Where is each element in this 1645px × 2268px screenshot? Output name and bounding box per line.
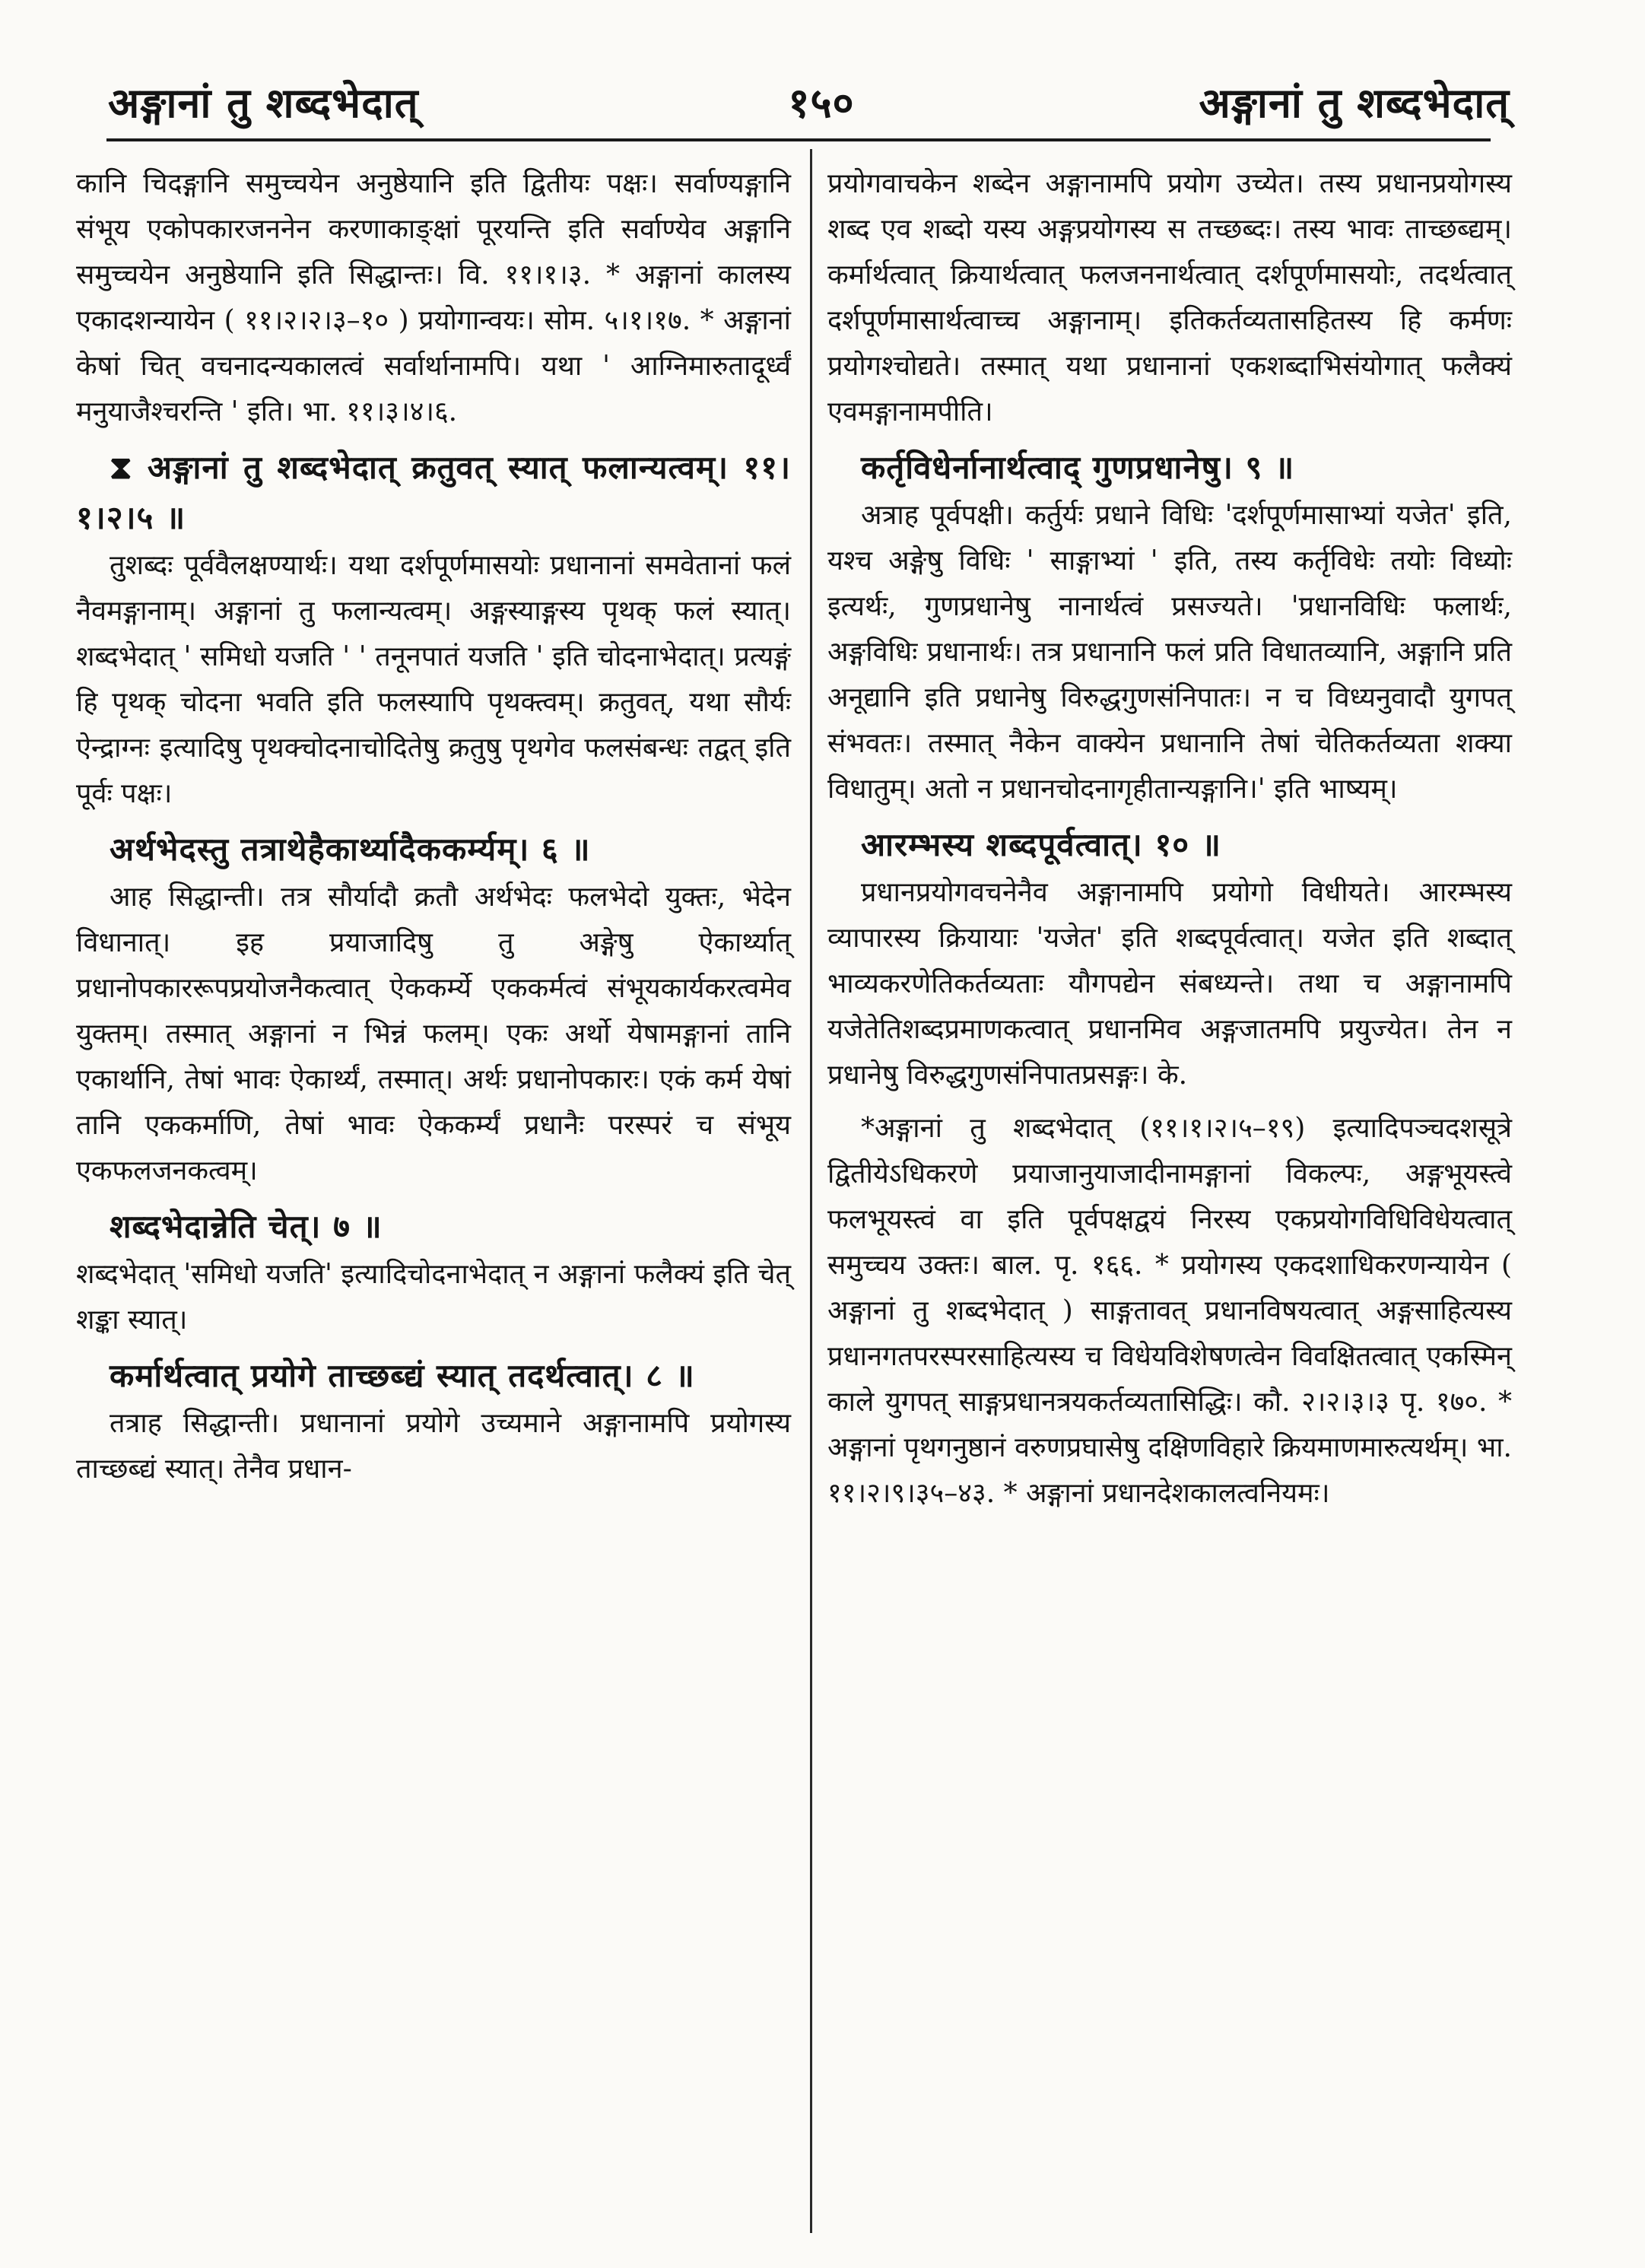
header-rule xyxy=(106,138,1491,141)
paragraph-text: तत्राह सिद्धान्ती। प्रधानानां प्रयोगे उच्यमाने अङ्गानामपि प्रयोगस्य ताच्छब्द्यं स्यात्। तेनैव प्रधान- xyxy=(76,1408,791,1485)
footnote-text: *अङ्गानां तु शब्दभेदात् (११।१।२।५–१९) इत्यादिपञ्चदशसूत्रे द्वितीयेऽधिकरणे प्रयाजानुयाजादीनामङ्गानां विकल्पः, अङ्गभूयस्त्वे फलभूयस्त्वं वा इति पूर्वपक्षद्वयं निरस्य एकप्रयोगविधिविधेयत्वात् समुच्चय उक्तः। बाल. पृ. १६६. * प्रयोगस्य एकदशाधिकरणन्यायेन ( अङ्गानां तु शब्दभेदात् ) साङ्गतावत् प्रधानविषयत्वात् अङ्गसाहित्यस्य प्रधानगतपरस्परसाहित्यस्य च विधेयविशेषणत्वेन विवक्षितत्वात् एकस्मिन् काले युगपत् साङ्गप्रधानत्रयकर्तव्यतासिद्धिः। कौ. २।२।३।३ पृ. १७०. * अङ्गानां पृथगनुष्ठानं वरुणप्रघासेषु दक्षिणविहारे क्रियमाणमारुत्यर्थम्। भा. ११।२।९।३५–४३. * अङ्गानां प्रधानदेशकालत्वनियमः। xyxy=(827,1113,1512,1509)
paragraph-text: प्रधानप्रयोगवचनेनैव अङ्गानामपि प्रयोगो विधीयते। आरम्भस्य व्यापारस्य क्रियायाः 'यजेत' इति शब्दपूर्वत्वात्। यजेत इति शब्दात् भाव्यकरणेतिकर्तव्यताः यौगपद्येन संबध्यन्ते। तथा च अङ्गानामपि यजेतेतिशब्दप्रमाणकत्वात् प्रधानमिव अङ्गजातमपि प्रयुज्येत। तेन न प्रधानेषु विरुद्धगुणसंनिपातप्रसङ्गः। के. xyxy=(827,877,1512,1091)
sutra-heading: शब्दभेदान्नेति चेत्। ७ ॥ xyxy=(110,1208,383,1245)
running-header-left: अङ्गानां तु शब्दभेदात् xyxy=(108,78,419,127)
paragraph-text: कानि चिदङ्गानि समुच्चयेन अनुष्ठेयानि इति द्वितीयः पक्षः। सर्वाण्यङ्गानि संभूय एकोपकारजननेन करणाकाङ्क्षां पूरयन्ति इति सर्वाण्येव अङ्गानि समुच्चयेन अनुष्ठेयानि इति सिद्धान्तः। वि. ११।१।३. * अङ्गानां कालस्य एकादशन्यायेन ( ११।२।२।३–१० ) प्रयोगान्वयः। सोम. ५।१।१७. * अङ्गानां केषां चित् वचनादन्यकालत्वं सर्वार्थानामपि। यथा ' आग्निमारुतादूर्ध्वं मनुयाजैश्चरन्ति ' इति। भा. ११।३।४।६. xyxy=(76,168,791,427)
paragraph-text: अत्राह पूर्वपक्षी। कर्तुर्यः प्रधाने विधिः 'दर्शपूर्णमासाभ्यां यजेत' इति, यश्च अङ्गेषु विधिः ' साङ्गाभ्यां ' इति, तस्य कर्तृविधेः तयोः विध्योः इत्यर्थः, गुणप्रधानेषु नानार्थत्वं प्रसज्यते। 'प्रधानविधिः फलार्थः, अङ्गविधिः प्रधानार्थः। तत्र प्रधानानि फलं प्रति विधातव्यानि, अङ्गानि प्रति अनूद्यानि इति प्रधानेषु विरुद्धगुणसंनिपातः। न च विध्यनुवादौ युगपत् संभवतः। तस्मात् नैकेन वाक्येन प्रधानानि तेषां चेतिकर्तव्यता शक्या विधातुम्। अतो न प्रधानचोदनागृहीतान्यङ्गानि।' इति भाष्यम्। xyxy=(827,500,1512,805)
page-number: १५० xyxy=(788,78,855,127)
paragraph-text: आह सिद्धान्ती। तत्र सौर्यादौ क्रतौ अर्थभेदः फलभेदो युक्तः, भेदेन विधानात्। इह प्रयाजादिषु तु अङ्गेषु ऐकार्थ्यात् प्रधानोपकाररूपप्रयोजनैकत्वात् ऐककर्म्ये एककर्मत्वं संभूयकार्यकरत्वमेव युक्तम्। तस्मात् अङ्गानां न भिन्नं फलम्। एकः अर्थो येषामङ्गानां तानि एकार्थानि, तेषां भावः ऐकार्थ्यं, तस्मात्। अर्थः प्रधानोपकारः। एकं कर्म येषां तानि एककर्माणि, तेषां भावः ऐककर्म्यं प्रधानैः परस्परं च संभूय एकफलजनकत्वम्। xyxy=(76,881,791,1186)
sutra-heading: आरम्भस्य शब्दपूर्वत्वात्। १० ॥ xyxy=(861,826,1221,863)
left-column xyxy=(76,161,791,1492)
column-divider xyxy=(810,149,812,2233)
sutra-heading: कर्तृविधेर्नानार्थत्वाद् गुणप्रधानेषु। ९ ॥ xyxy=(861,449,1295,486)
paragraph-text: प्रयोगवाचकेन शब्देन अङ्गानामपि प्रयोग उच्येत। तस्य प्रधानप्रयोगस्य शब्द एव शब्दो यस्य अङ्गप्रयोगस्य स तच्छब्दः। तस्य भावः ताच्छब्द्यम्। कर्मार्थत्वात् क्रियार्थत्वात् फलजननार्थत्वात् दर्शपूर्णमासयोः, तदर्थत्वात् दर्शपूर्णमासार्थत्वाच्च अङ्गानाम्। इतिकर्तव्यतासहितस्य हि कर्मणः प्रयोगश्चोद्यते। तस्मात् यथा प्रधानानां एकशब्दाभिसंयोगात् फलैक्यं एवमङ्गानामपीति। xyxy=(827,168,1512,427)
paragraph-text: शब्दभेदात् 'समिधो यजति' इत्यादिचोदनाभेदात् न अङ्गानां फलैक्यं इति चेत् शङ्का स्यात्। xyxy=(76,1259,791,1336)
sutra-heading: ⧗ अङ्गानां तु शब्दभेदात् क्रतुवत् स्यात् फलान्यत्वम्। ११।१।२।५ ॥ xyxy=(76,449,791,536)
right-column xyxy=(827,161,1512,1517)
sutra-heading: कर्मार्थत्वात् प्रयोगे ताच्छब्द्यं स्यात् तदर्थत्वात्। ८ ॥ xyxy=(110,1357,695,1394)
running-header-right: अङ्गानां तु शब्दभेदात् xyxy=(1199,78,1510,127)
sutra-heading: अर्थभेदस्तु तत्राथेहैकार्थ्यादैककर्म्यम्। ६ ॥ xyxy=(110,831,591,868)
paragraph-text: तुशब्दः पूर्ववैलक्षण्यार्थः। यथा दर्शपूर्णमासयोः प्रधानानां समवेतानां फलं नैवमङ्गानाम्। अङ्गानां तु फलान्यत्वम्। अङ्गस्याङ्गस्य पृथक् फलं स्यात्। शब्दभेदात् ' समिधो यजति ' ' तनूनपातं यजति ' इति चोदनाभेदात्। प्रत्यङ्गं हि पृथक् चोदना भवति इति फलस्यापि पृथक्त्वम्। क्रतुवत्, यथा सौर्यः ऐन्द्राग्नः इत्यादिषु पृथक्चोदनाचोदितेषु क्रतुषु पृथगेव फलसंबन्धः तद्वत् इति पूर्वः पक्षः। xyxy=(76,550,791,809)
